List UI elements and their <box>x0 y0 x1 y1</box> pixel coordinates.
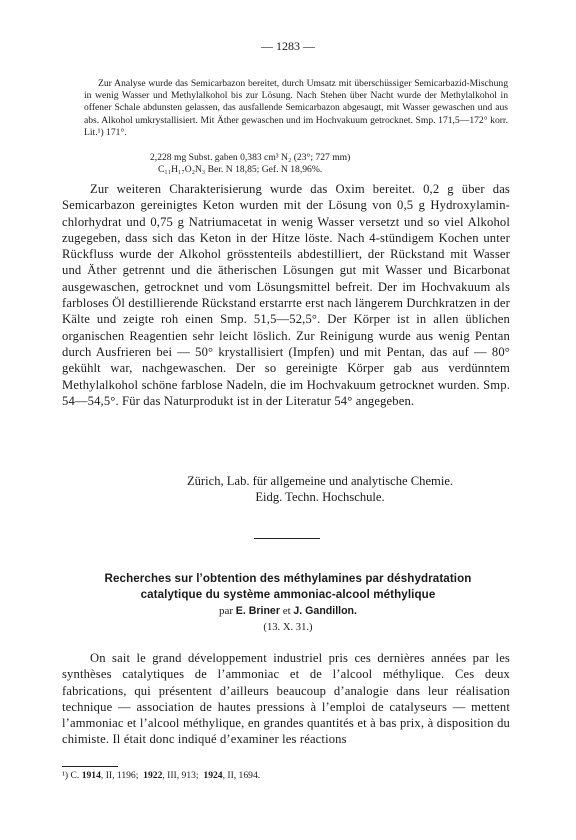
analysis-formula <box>150 152 510 177</box>
formula-line-2: C₁₁H₁₇O₂N₃ Ber. N 18,85; Gef. N 18,96%. <box>158 164 323 176</box>
footnote <box>62 770 510 782</box>
affiliation <box>120 473 520 505</box>
footnote-ref-1924: , II, 1694. <box>222 770 261 781</box>
affiliation-line-2: Eidg. Techn. Hochschule. <box>255 490 385 504</box>
analysis-paragraph <box>84 78 508 139</box>
article-authors <box>62 604 514 618</box>
footnote-mark: ¹) <box>62 770 69 781</box>
footnote-year-1922: 1922 <box>143 770 163 781</box>
footnote-year-1924: 1924 <box>203 770 223 781</box>
article-date: (13. X. 31.) <box>263 622 313 633</box>
affiliation-line-1: Zürich, Lab. für allgemeine und analytische Chemie. <box>186 474 454 488</box>
article-title <box>62 571 514 603</box>
footnote-ref-1922: , III, 913; <box>162 770 199 781</box>
oxime-paragraph-text: Zur weiteren Charakterisierung wurde das Oxim bereitet. 0,2 g über das Semicarbazon gereinigtes Keton wurden mit der Lösung von 0,5 g Hydroxylamin-chlorhydrat und 0,75 g Natriumacetat in wenig Wasser versetzt und so viel Alkohol zugegeben, dass sich das Keton in der Hitze löste. Nach 4-stündigem Kochen unter Rückfluss wurde der Alkohol grösstenteils abdestilliert, der Rückstand mit Wasser und Äther getrennt und die ätherischen Lösungen gut mit Wasser und Bicarbonat ausgewaschen, getrocknet und vom Lösungsmittel befreit. Der im Hochvakuum als farbloses Öl destillierende Rückstand erstarrte erst nach längerem Durchkratzen in der Kälte und zeigte roh einen Smp. 51,5—52,5°. Der Körper ist in allen üblichen organischen Reagentien sehr leicht löslich. Zur Reinigung wurde aus wenig Pentan durch Ausfrieren bei — 50° krystallisiert (Impfen) und mit Pentan, das auf — 80° gekühlt war, nachgewaschen. Der so gereinigte Körper gab aus verdünntem Methylalkohol schöne farblose Nadeln, die im Hochvakuum getrocknet wurden. Smp. 54—54,5°. Für das Naturprodukt ist in der Literatur 54° angegeben. <box>62 182 510 408</box>
author-briner: E. Briner <box>235 605 280 617</box>
analysis-paragraph-text: Zur Analyse wurde das Semicarbazon bereitet, durch Umsatz mit überschüssiger Semicarbazid-Mischung in wenig Wasser und Methylalkohol bis zur Lösung. Nach Stehen über Nacht wurde der Methylalkohol in offener Schale abdunsten gelassen, das ausfallende Semicarbazon abgesaugt, mit Wasser gewaschen und aus abs. Alkohol umkrystallisiert. Mit Äther gewaschen und im Hochvakuum getrocknet. Smp. 171,5—172° korr. Lit.¹) 171°. <box>84 78 508 138</box>
author-gandillon: J. Gandillon. <box>293 605 357 617</box>
oxime-paragraph <box>62 181 510 409</box>
footnote-year-1914: 1914 <box>81 770 101 781</box>
authors-prefix: par <box>219 605 234 617</box>
footnote-ref-1914: , II, 1196; <box>100 770 139 781</box>
section-divider <box>254 538 320 539</box>
article-title-line-1: Recherches sur l’obtention des méthylamines par déshydratation <box>104 572 472 585</box>
article-title-line-2: catalytique du système ammoniac-alcool méthylique <box>140 588 436 601</box>
authors-conjunction: et <box>282 605 291 617</box>
french-paragraph <box>62 650 510 748</box>
footnote-divider <box>62 766 118 767</box>
footnote-ref-prefix: C. <box>70 770 80 781</box>
page-number: — 1283 — <box>261 39 315 53</box>
formula-line-1: 2,228 mg Subst. gaben 0,383 cm³ N₂ (23°; 727 mm) <box>150 152 351 163</box>
french-paragraph-text: On sait le grand développement industriel pris ces dernières années par les synthèses catalytiques de l’ammoniac et de l’alcool méthylique. Ces deux fabrications, qui présentent d’ailleurs beaucoup d’analogie dans leur réalisation technique — association de hautes pressions à l’emploi de catalyseurs — mettent l’ammoniac et l’alcool méthylique, en grandes quantités et à bas prix, à disposition du chimiste. Il était donc indiqué d’examiner les réactions <box>62 651 510 747</box>
